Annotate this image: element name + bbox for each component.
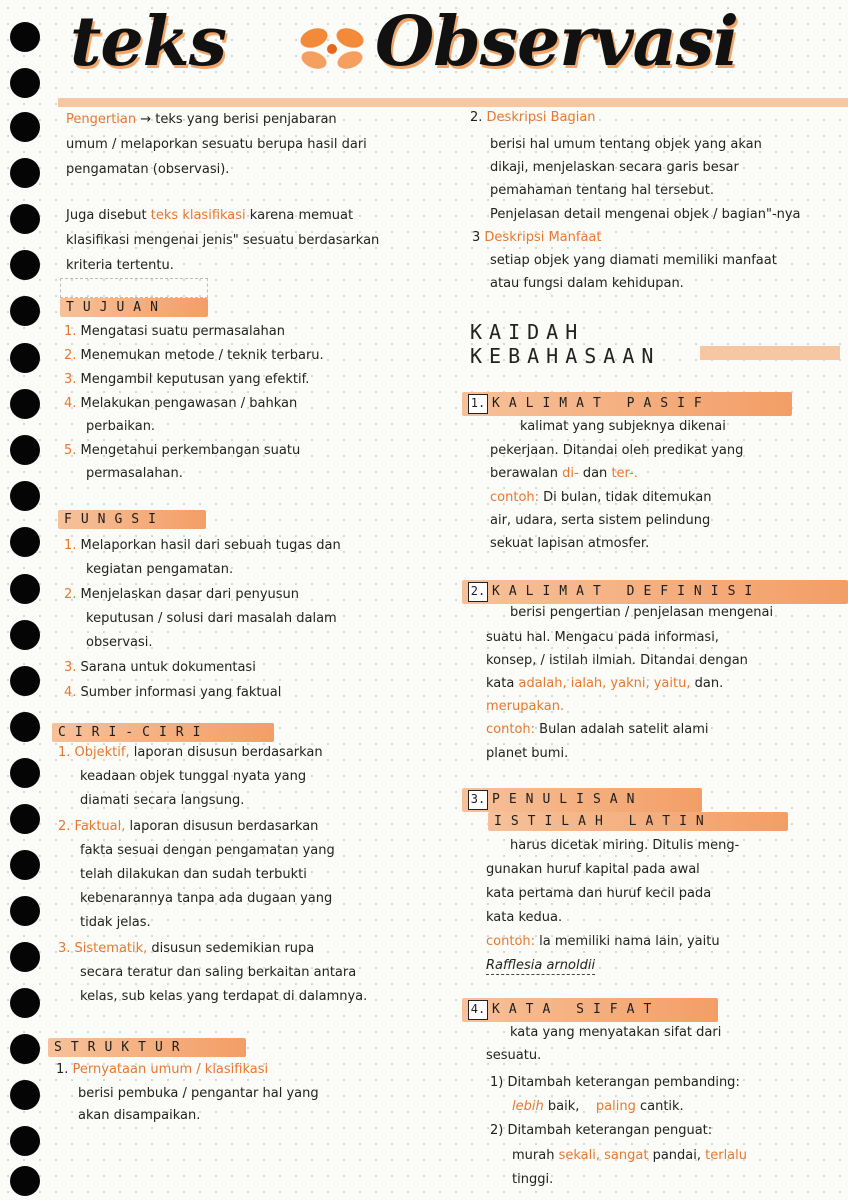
list-item: kebenarannya tanpa ada dugaan yang [80, 891, 333, 906]
list-item: fakta sesuai dengan pengamatan yang [80, 843, 335, 858]
binder-hole-icon [10, 158, 40, 188]
k4-sub: 1) Ditambah keterangan pembanding: [490, 1075, 740, 1090]
list-item: 2. Faktual, laporan disusun berdasarkan [58, 819, 319, 834]
bow-doodle-icon [292, 24, 372, 74]
list-item: telah dilakukan dan sudah terbukti [80, 867, 307, 882]
k1-contoh: air, udara, serta sistem pelindung [490, 513, 711, 528]
pengertian-line-3: pengamatan (observasi). [66, 162, 230, 177]
juga-line-2: klasifikasi mengenai jenis" sesuatu berdasarkan [66, 233, 380, 248]
binder-hole-icon [10, 1126, 40, 1156]
binder-hole-icon [10, 435, 40, 465]
list-item: perbaikan. [86, 419, 156, 434]
kaidah-title-line-2: KEBAHASAAN [470, 344, 661, 368]
fungsi-header: FUNGSI [58, 510, 206, 529]
list-item: kelas, sub kelas yang terdapat di dalamnya. [80, 989, 368, 1004]
list-item: 2. Menjelaskan dasar dari penyusun [64, 587, 300, 602]
binder-hole-icon [10, 666, 40, 696]
page-title [70, 2, 840, 92]
binder-hole-icon [10, 204, 40, 234]
binder-hole-icon [10, 758, 40, 788]
k3-line: gunakan huruf kapital pada awal [486, 862, 700, 877]
pengertian-term: Pengertian [66, 112, 137, 127]
binder-hole-icon [10, 620, 40, 650]
struktur-3-title: 3 Deskripsi Manfaat [472, 230, 602, 245]
k2-line: konsep, / istilah ilmiah. Ditandai dengan [486, 653, 748, 668]
binder-hole-icon [10, 296, 40, 326]
list-item: secara teratur dan saling berkaitan antara [80, 965, 357, 980]
k1-contoh: contoh: Di bulan, tidak ditemukan [490, 490, 712, 505]
k4-sub-example: murah sekali, sangat pandai, terlalu [512, 1148, 747, 1163]
binder-hole-icon [10, 942, 40, 972]
k4-sub-example: tinggi. [512, 1172, 554, 1187]
list-item: keadaan objek tunggal nyata yang [80, 769, 307, 784]
k2-line: merupakan. [486, 699, 565, 714]
k1-line: kalimat yang subjeknya dikenai [520, 419, 726, 434]
istilah-latin-header: ISTILAH LATIN [488, 812, 788, 831]
binder-hole-icon [10, 527, 40, 557]
title-divider [58, 98, 848, 107]
list-item: permasalahan. [86, 466, 183, 481]
list-item: 1. Melaporkan hasil dari sebuah tugas dan [64, 538, 341, 553]
struktur-item-1-line: berisi pembuka / pengantar hal yang [78, 1086, 319, 1101]
penulisan-header: 3. PENULISAN [462, 788, 702, 812]
k2-line: suatu hal. Mengacu pada informasi, [486, 630, 719, 645]
binder-hole-icon [10, 896, 40, 926]
title-word-teks: teks [70, 2, 227, 82]
k4-line: sesuatu. [486, 1048, 542, 1063]
kalimat-pasif-header: 1. KALIMAT PASIF [462, 392, 792, 416]
list-item: kegiatan pengamatan. [86, 562, 234, 577]
binder-hole-icon [10, 574, 40, 604]
title-word-observasi: Observasi [375, 2, 738, 82]
list-item: 3. Mengambil keputusan yang efektif. [64, 372, 310, 387]
list-item: 3. Sistematik, disusun sedemikian rupa [58, 941, 315, 956]
header-grid [60, 278, 208, 298]
list-item: 4. Melakukan pengawasan / bahkan [64, 396, 298, 411]
k4-sub: 2) Ditambah keterangan penguat: [490, 1123, 713, 1138]
list-item: diamati secara langsung. [80, 793, 245, 808]
k1-line: pekerjaan. Ditandai oleh predikat yang [490, 443, 744, 458]
kalimat-definisi-header: 2. KALIMAT DEFINISI [462, 580, 848, 604]
binder-hole-icon [10, 22, 40, 52]
list-item: 1. Mengatasi suatu permasalahan [64, 324, 286, 339]
struktur-2-line: berisi hal umum tentang objek yang akan [490, 137, 762, 152]
list-item: observasi. [86, 635, 153, 650]
kata-sifat-header: 4. KATA SIFAT [462, 998, 718, 1022]
k3-line: kata pertama dan huruf kecil pada [486, 886, 712, 901]
binder-hole-icon [10, 250, 40, 280]
k1-contoh: sekuat lapisan atmosfer. [490, 536, 650, 551]
binder-hole-icon [10, 68, 40, 98]
teks-klasifikasi-term: teks klasifikasi [150, 208, 246, 223]
list-item: 1. Objektif, laporan disusun berdasarkan [58, 745, 323, 760]
ciri-header: CIRI-CIRI [52, 723, 274, 742]
struktur-3-line: atau fungsi dalam kehidupan. [490, 276, 684, 291]
binder-hole-icon [10, 1166, 40, 1196]
k4-sub-example: lebih baik, paling cantik. [512, 1099, 684, 1114]
juga-line-1: Juga disebut teks klasifikasi karena memuat [66, 208, 354, 223]
struktur-header: STRUKTUR [48, 1038, 246, 1057]
list-item: 5. Mengetahui perkembangan suatu [64, 443, 301, 458]
struktur-2-title: 2. Deskripsi Bagian [470, 110, 596, 125]
pengertian-line-2: umum / melaporkan sesuatu berupa hasil dari [66, 137, 367, 152]
binder-hole-icon [10, 1034, 40, 1064]
k3-line: kata kedua. [486, 910, 563, 925]
k2-contoh: planet bumi. [486, 746, 569, 761]
rafflesia-arnoldii: Rafflesia arnoldii [486, 958, 596, 973]
binder-hole-icon [10, 481, 40, 511]
struktur-2-line: pemahaman tentang hal tersebut. [490, 183, 714, 198]
binder-hole-icon [10, 804, 40, 834]
struktur-item-1-line: akan disampaikan. [78, 1108, 201, 1123]
tujuan-header: TUJUAN [60, 298, 208, 317]
list-item: 2. Menemukan metode / teknik terbaru. [64, 348, 324, 363]
binder-hole-icon [10, 1080, 40, 1110]
juga-line-3: kriteria tertentu. [66, 258, 174, 273]
binder-hole-icon [10, 850, 40, 880]
kaidah-highlight [700, 346, 840, 360]
kaidah-title-line-1: KAIDAH [470, 320, 585, 344]
binder-hole-icon [10, 112, 40, 142]
struktur-2-line: Penjelasan detail mengenai objek / bagian"-nya [490, 207, 801, 222]
k3-contoh: contoh: la memiliki nama lain, yaitu [486, 934, 720, 949]
binder-hole-icon [10, 343, 40, 373]
pengertian-line-1: Pengertian → teks yang berisi penjabaran [66, 112, 337, 127]
list-item: keputusan / solusi dari masalah dalam [86, 611, 337, 626]
k3-line: harus dicetak miring. Ditulis meng- [510, 838, 740, 853]
k1-line: berawalan di- dan ter-. [490, 466, 638, 481]
k4-line: kata yang menyatakan sifat dari [510, 1025, 722, 1040]
k2-line: kata adalah, ialah, yakni, yaitu, dan. [486, 676, 724, 691]
struktur-3-line: setiap objek yang diamati memiliki manfaat [490, 253, 777, 268]
list-item: 4. Sumber informasi yang faktual [64, 685, 282, 700]
binder-hole-icon [10, 988, 40, 1018]
list-item: tidak jelas. [80, 915, 151, 930]
binder-hole-icon [10, 712, 40, 742]
binder-holes [0, 0, 50, 1200]
binder-hole-icon [10, 389, 40, 419]
k2-line: berisi pengertian / penjelasan mengenai [510, 605, 774, 620]
struktur-item-1-title: 1. Pernyataan umum / klasifikasi [56, 1062, 269, 1077]
k2-contoh: contoh: Bulan adalah satelit alami [486, 722, 709, 737]
list-item: 3. Sarana untuk dokumentasi [64, 660, 256, 675]
struktur-2-line: dikaji, menjelaskan secara garis besar [490, 160, 739, 175]
